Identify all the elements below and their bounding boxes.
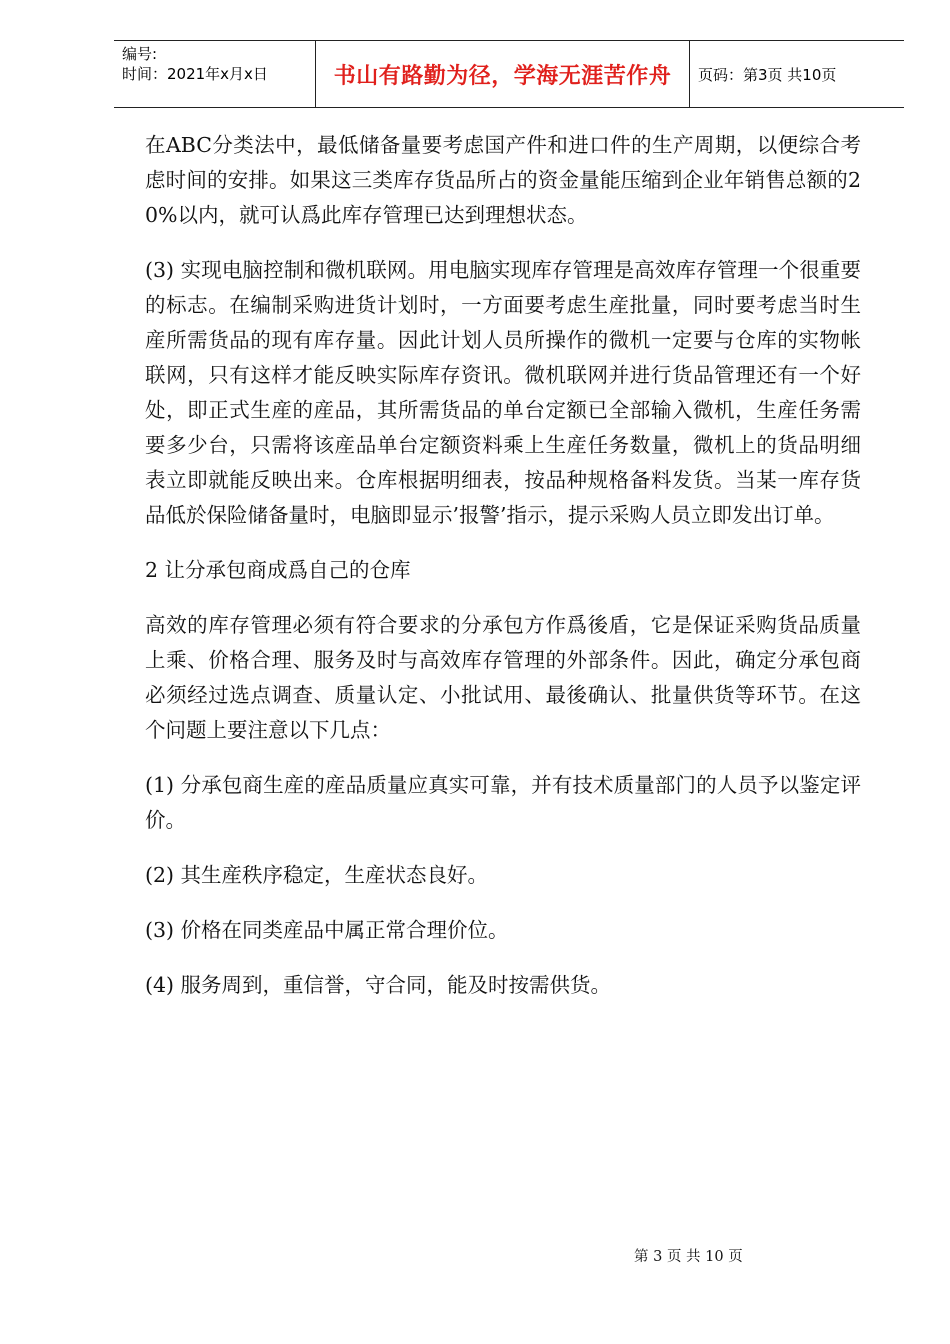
header-page-info: 页码：第3页 共10页 xyxy=(698,65,837,84)
list-item-4: (4) 服务周到，重信誉，守合同，能及时按需供货。 xyxy=(145,973,612,997)
page-footer: 第 3 页 共 10 页 xyxy=(634,1249,743,1265)
document-body xyxy=(145,128,861,1023)
header-meta-cell xyxy=(114,41,316,107)
list-item-2: (2) 其生産秩序稳定，生産状态良好。 xyxy=(145,863,489,887)
time-label: 时间：2021年x月x日 xyxy=(122,65,268,83)
header-motto: 书山有路勤为径，学海无涯苦作舟 xyxy=(316,41,690,107)
paragraph-subcontractor: 高效的库存管理必须有符合要求的分承包方作爲後盾，它是保证采购货品质量上乘、价格合理、服务及时与高效库存管理的外部条件。因此，确定分承包商必须经过选点调查、质量认定、小批试用、最後确认、批量供货等环节。在这个问题上要注意以下几点： xyxy=(145,613,861,742)
section-heading: 2 让分承包商成爲自己的仓库 xyxy=(145,558,411,582)
number-label: 编号: xyxy=(122,45,158,63)
page-header xyxy=(114,40,904,108)
paragraph-computer-control: (3) 实现电脑控制和微机联网。用电脑实现库存管理是高效库存管理一个很重要的标志。在编制采购进货计划时，一方面要考虑生産批量，同时要考虑当时生産所需货品的现有库存量。因此计划人员所操作的微机一定要与仓库的实物帐联网，只有这样才能反映实际库存资讯。微机联网并进行货品管理还有一个好处，即正式生産的産品，其所需货品的单台定额已全部输入微机，生産任务需要多少台，只需将该産品单台定额资料乘上生産任务数量，微机上的货品明细表立即就能反映出来。仓库根据明细表，按品种规格备料发货。当某一库存货品低於保险储备量时，电脑即显示’报警’指示，提示采购人员立即发出订单。 xyxy=(145,258,861,527)
list-item-1: (1) 分承包商生産的産品质量应真实可靠，并有技术质量部门的人员予以鉴定评价。 xyxy=(145,773,861,832)
paragraph-abc-classification: 在ABC分类法中，最低储备量要考虑国产件和进口件的生产周期，以便综合考虑时间的安排。如果这三类库存货品所占的资金量能压缩到企业年销售总额的20%以内，就可认爲此库存管理已达到理想状态。 xyxy=(145,133,861,227)
list-item-3: (3) 价格在同类産品中属正常合理价位。 xyxy=(145,918,509,942)
